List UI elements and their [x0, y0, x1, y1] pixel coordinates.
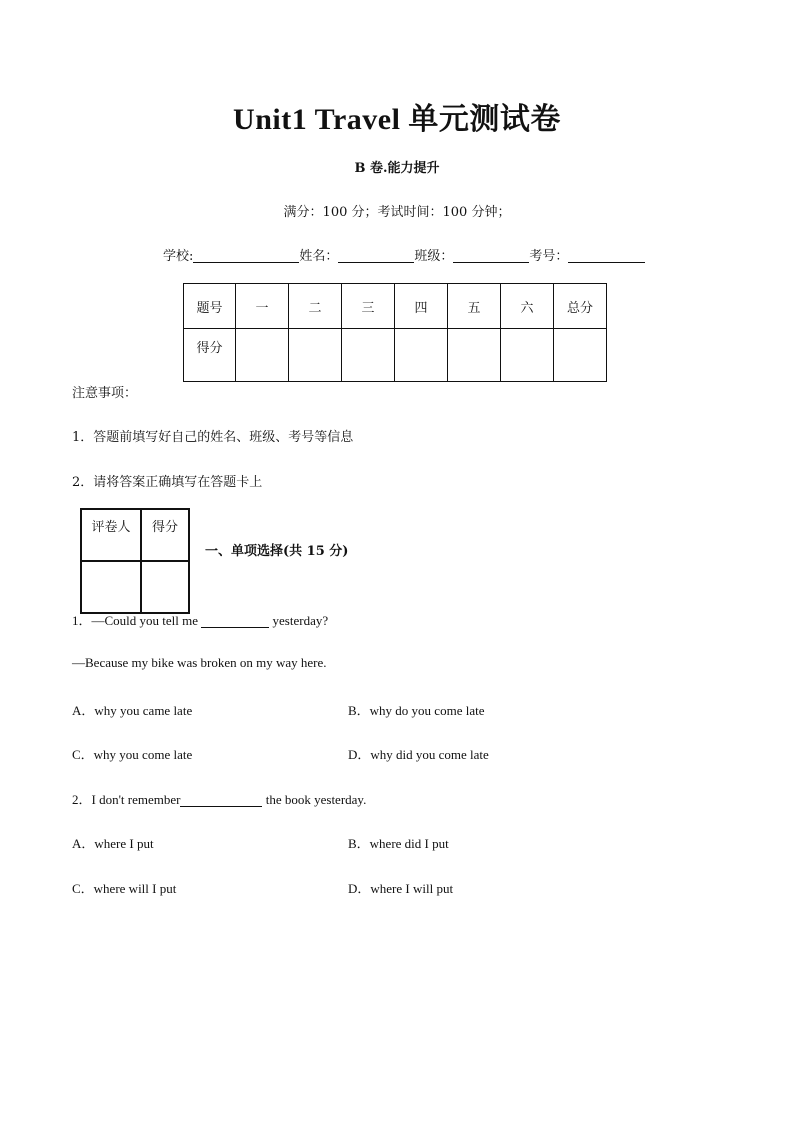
paper-subtitle: B 卷.能力提升 [354, 161, 440, 176]
score-header-cell: 五 [448, 284, 501, 329]
score-header-cell: 二 [289, 284, 342, 329]
question-2-option-b[interactable]: B．where did I put [348, 836, 449, 851]
notes-title: 注意事项： [72, 386, 138, 401]
name-label: 姓名： [299, 249, 339, 264]
question-1-option-d[interactable]: D．why did you come late [348, 747, 489, 762]
score-header-cell: 六 [501, 284, 554, 329]
question-1-option-a[interactable]: A．why you came late [72, 703, 193, 718]
score-header-cell: 总分 [554, 284, 607, 329]
question-1-blank[interactable] [201, 613, 269, 628]
class-label: 班级： [414, 249, 454, 264]
question-1-stem [72, 610, 328, 629]
question-1-stem-end: yesterday? [272, 613, 329, 628]
score-input-cell[interactable] [554, 329, 607, 382]
score-table-score-row [184, 329, 607, 382]
grader-box [80, 508, 190, 614]
question-2-blank[interactable] [180, 792, 262, 807]
class-blank[interactable] [453, 248, 529, 263]
school-label: 学校: [163, 249, 194, 264]
section-heading: 一、单项选择(共 15 分) [205, 544, 349, 559]
grader-score-label: 得分 [141, 509, 189, 561]
score-header-cell: 题号 [184, 284, 236, 329]
score-row-label: 得分 [184, 329, 236, 382]
score-input-cell[interactable] [236, 329, 289, 382]
school-blank[interactable] [193, 248, 299, 263]
question-2-stem [72, 789, 366, 808]
exam-no-blank[interactable] [568, 248, 645, 263]
exam-no-label: 考号： [529, 249, 569, 264]
score-header-cell: 一 [236, 284, 289, 329]
student-info-line [163, 245, 645, 264]
page-title: Unit1 Travel 单元测试卷 [233, 103, 561, 136]
grader-label: 评卷人 [81, 509, 141, 561]
question-1-option-b[interactable]: B．why do you come late [348, 703, 485, 718]
question-2-option-c[interactable]: C．where will I put [72, 881, 177, 896]
score-input-cell[interactable] [448, 329, 501, 382]
name-blank[interactable] [338, 248, 414, 263]
question-2-option-d[interactable]: D．where I will put [348, 881, 454, 896]
question-1-reply: —Because my bike was broken on my way here. [72, 655, 327, 670]
score-header-cell: 三 [342, 284, 395, 329]
score-table [183, 283, 607, 382]
note-item: 1．答题前填写好自己的姓名、班级、考号等信息 [72, 430, 354, 445]
score-table-header-row [184, 284, 607, 329]
score-input-cell[interactable] [342, 329, 395, 382]
question-2-stem-end: the book yesterday. [265, 792, 367, 807]
grader-input-cell[interactable] [81, 561, 141, 613]
question-2-stem-text: 2．I don't remember [72, 792, 181, 807]
exam-meta: 满分：100 分；考试时间：100 分钟； [283, 205, 511, 220]
question-1-option-c[interactable]: C．why you come late [72, 747, 193, 762]
question-1-stem-text: 1．—Could you tell me [72, 613, 199, 628]
score-input-cell[interactable] [501, 329, 554, 382]
question-2-option-a[interactable]: A．where I put [72, 836, 154, 851]
grader-score-input-cell[interactable] [141, 561, 189, 613]
score-input-cell[interactable] [289, 329, 342, 382]
score-input-cell[interactable] [395, 329, 448, 382]
note-item: 2．请将答案正确填写在答题卡上 [72, 475, 263, 490]
score-header-cell: 四 [395, 284, 448, 329]
